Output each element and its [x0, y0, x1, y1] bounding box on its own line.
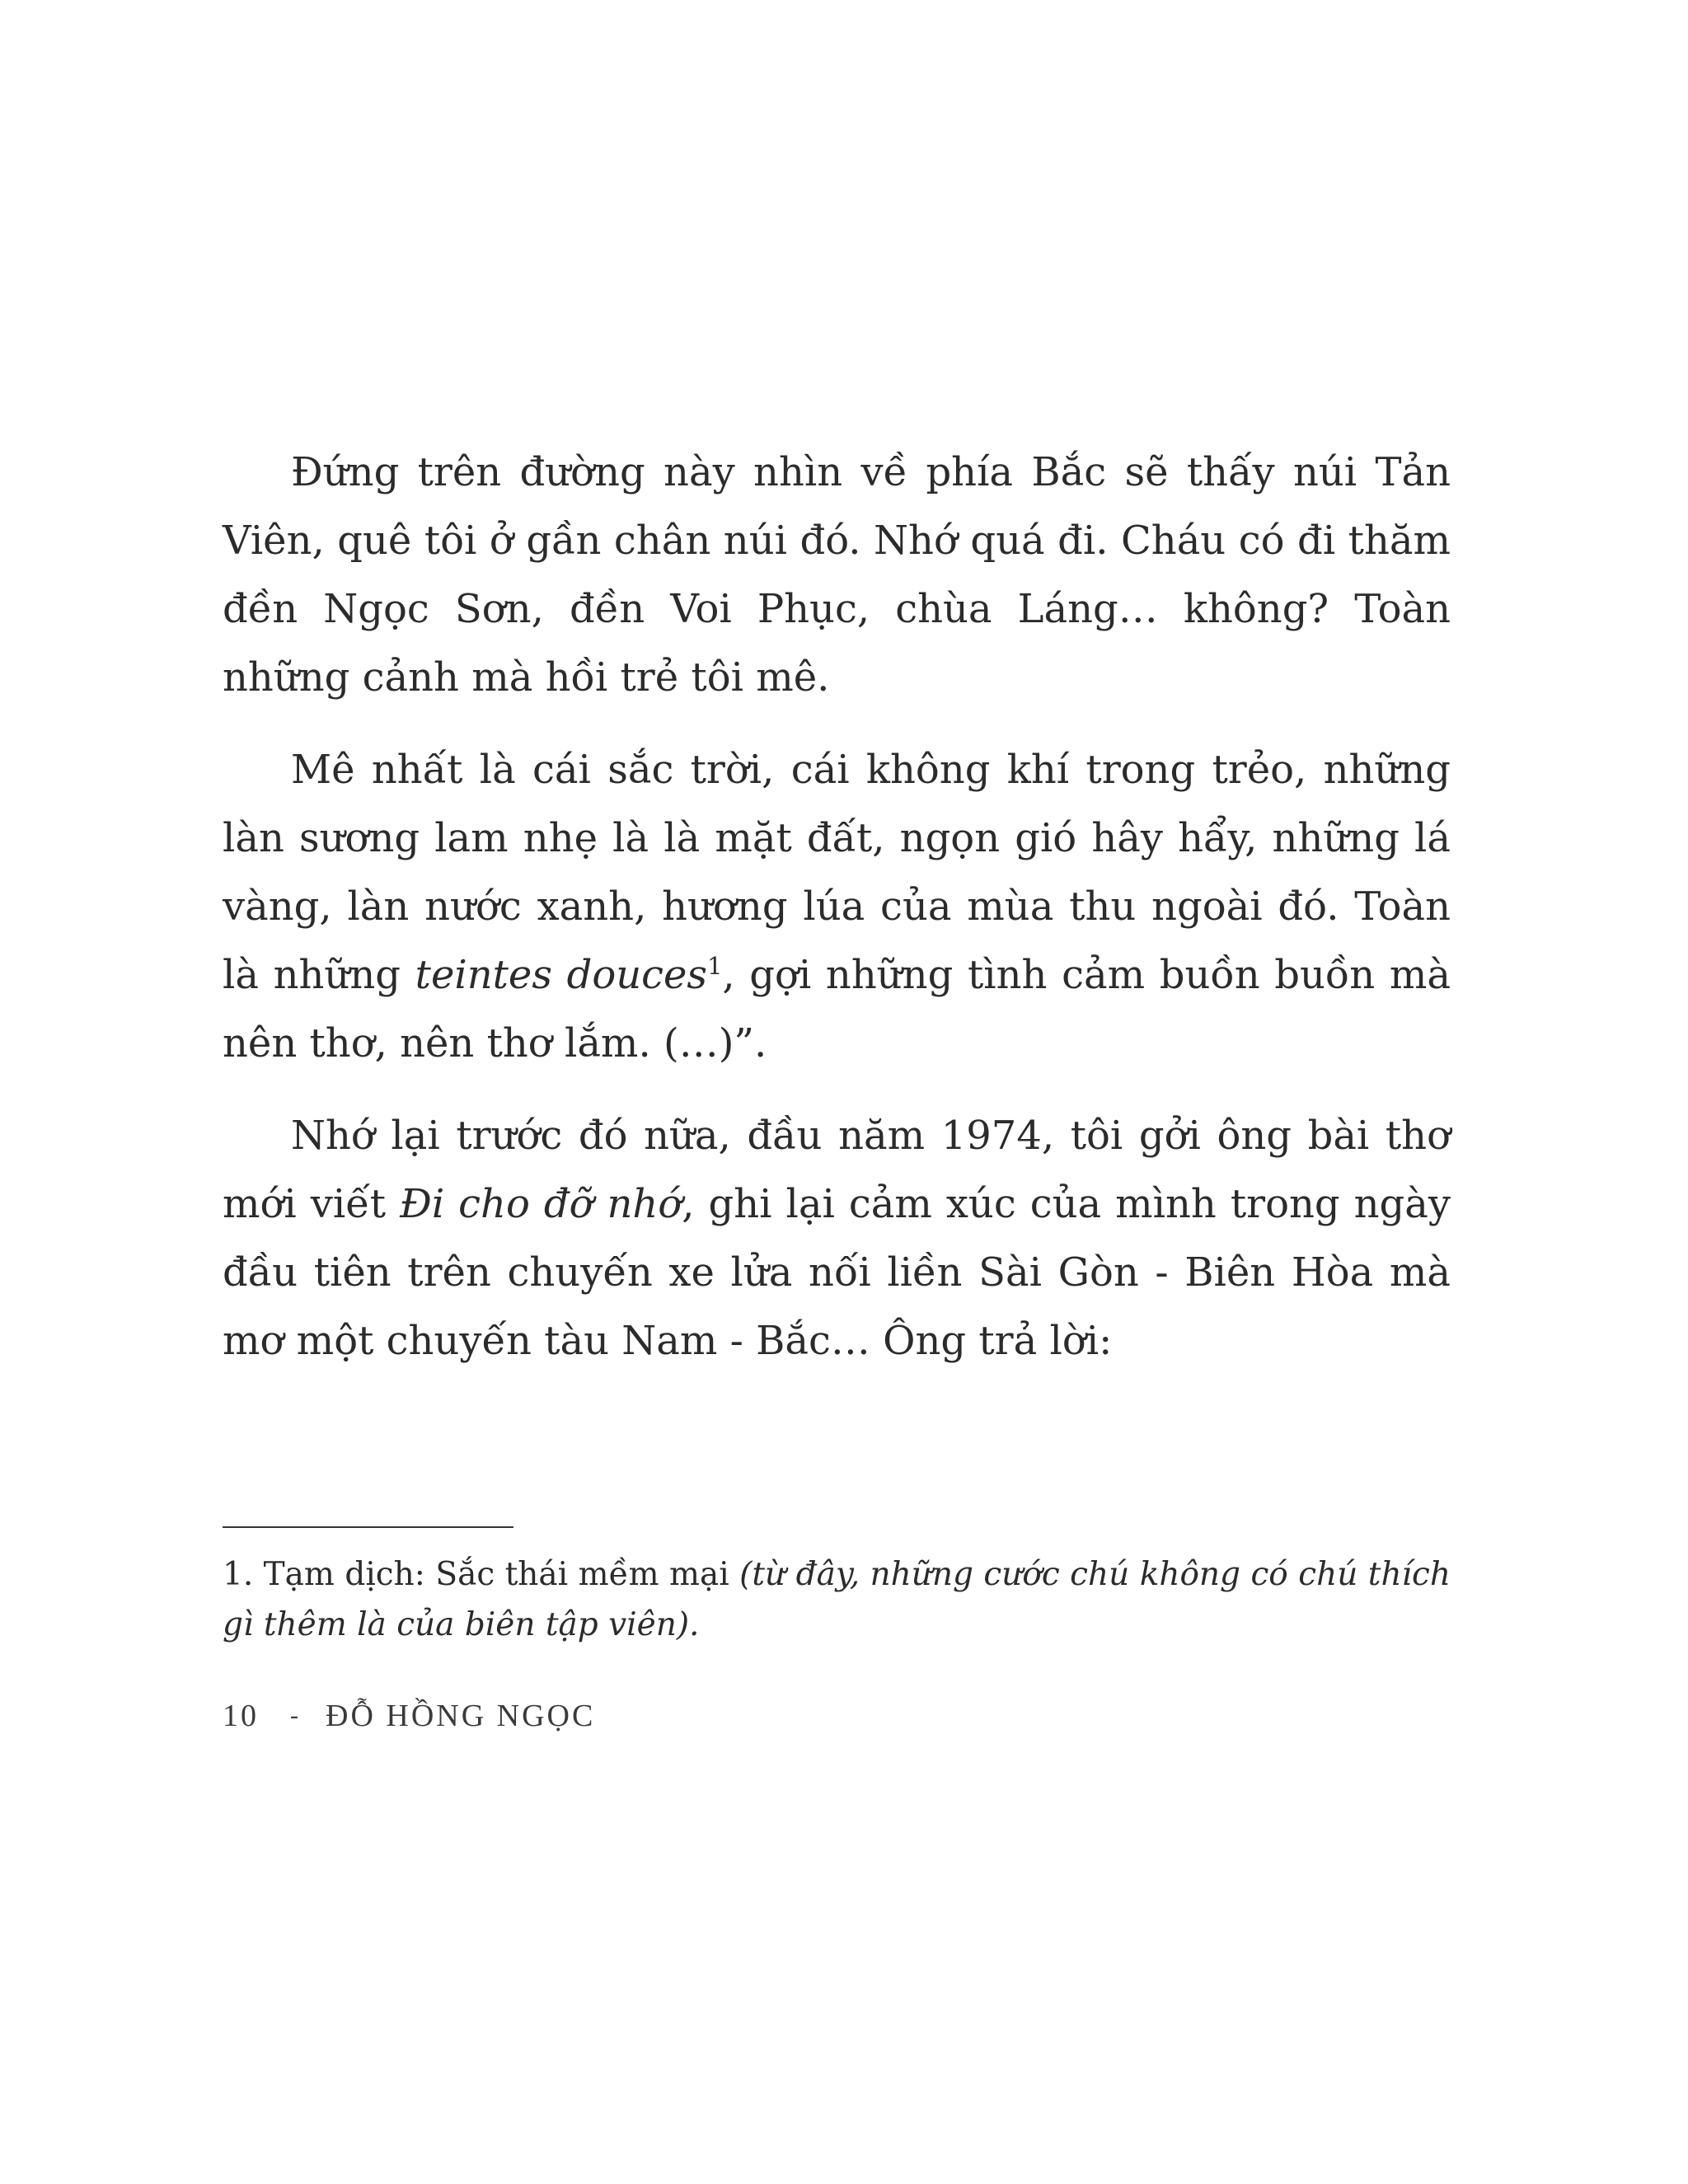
- paragraph-3-text-after: , ghi lại cảm xúc của mình trong ngày đầu tiên trên chuyến xe lửa nối liền Sài Gòn - Biên Hòa mà mơ một chuyến tàu Nam - Bắc… Ông trả lời:: [223, 1181, 1451, 1364]
- paragraph-3: [223, 1102, 1451, 1376]
- footer-separator: -: [290, 1702, 301, 1729]
- footnote-text: Tạm dịch: Sắc thái mềm mại: [253, 1556, 740, 1593]
- footnote-number: 1.: [223, 1556, 254, 1593]
- running-footer: [223, 1698, 595, 1734]
- paragraph-2-text-before: Mê nhất là cái sắc trời, cái không khí trong trẻo, những làn sương lam nhẹ là là mặt đất, ngọn gió hây hẩy, những lá vàng, làn nước xanh, hương lúa của mùa thu ngoài đó. Toàn là những: [223, 747, 1451, 998]
- footnote: [223, 1549, 1451, 1650]
- footnote-italic-note: (từ đây, những cước chú không có chú thích gì thêm là của biên tập viên).: [223, 1556, 1451, 1643]
- author-name: ĐỖ HỒNG NGỌC: [326, 1699, 596, 1733]
- footnote-divider: [223, 1526, 513, 1528]
- paragraph-2: [223, 736, 1451, 1078]
- paragraph-2-italic-phrase: teintes douces: [415, 952, 708, 998]
- paragraph-1: [223, 438, 1451, 712]
- paragraph-2-text-after: , gợi những tình cảm buồn buồn mà nên thơ, nên thơ lắm. (…)”.: [223, 952, 1451, 1066]
- paragraph-3-text-before: Nhớ lại trước đó nữa, đầu năm 1974, tôi gởi ông bài thơ mới viết: [223, 1113, 1451, 1227]
- paragraph-1-text: Đứng trên đường này nhìn về phía Bắc sẽ thấy núi Tản Viên, quê tôi ở gần chân núi đó. Nhớ quá đi. Cháu có đi thăm đền Ngọc Sơn, đền Voi Phục, chùa Láng… không? Toàn những cảnh mà hồi trẻ tôi mê.: [223, 449, 1451, 701]
- poem-title: Đi cho đỡ nhớ: [400, 1181, 682, 1227]
- page-number: 10: [223, 1699, 259, 1733]
- footnote-reference: 1: [707, 952, 723, 980]
